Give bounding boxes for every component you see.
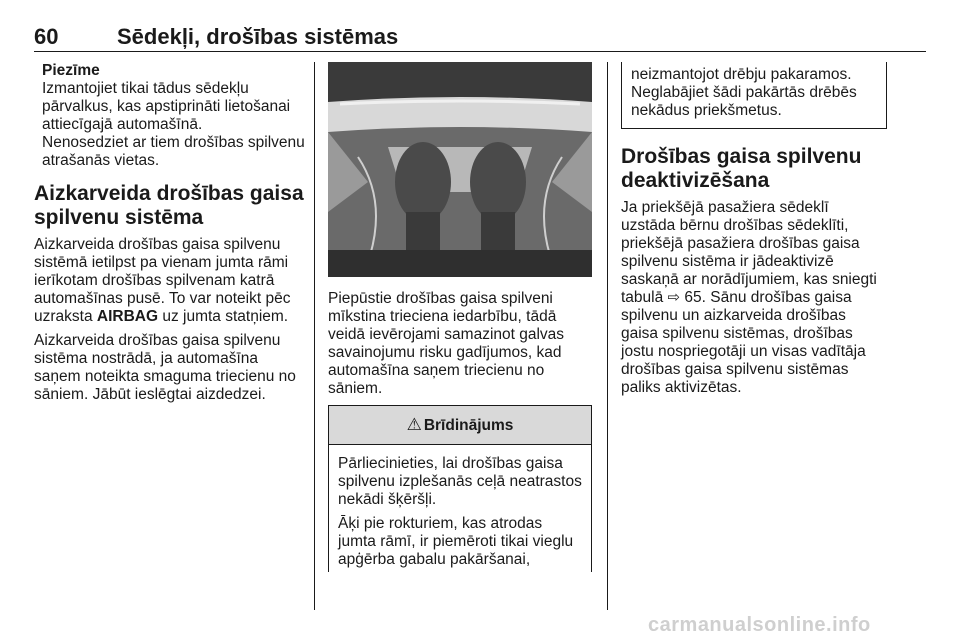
page-header xyxy=(34,0,926,52)
paragraph-deactivation xyxy=(621,199,887,397)
note-block xyxy=(42,62,306,170)
airbag-photo xyxy=(328,62,592,277)
column-divider-1 xyxy=(314,62,315,610)
paragraph-text: 65. Sānu drošības gaisa spilvenu un aizkarveida drošības gaisa spilvenu sistēmas, drošības jostu nospriegotāji un visas vadītāja drošības gaisa spilvenu sistēmas paliks aktivizētas. xyxy=(621,289,866,396)
note-text-1: Izmantojiet tikai tādus sēdekļu pārvalkus, kas apstiprināti lietošanai attiecīgajā automašīnā. xyxy=(42,80,291,133)
note-text-2: Nenosedziet ar tiem drošības spilvenu atrašanās vietas. xyxy=(42,134,305,169)
warning-body xyxy=(329,445,591,569)
photo-caption: Piepūstie drošības gaisa spilveni mīkstina trieciena iedarbību, tādā veidā ievērojami samazinot galvas savainojumu risku gadījumos, kad automašīna saņem triecienu no sāniem. xyxy=(328,290,565,397)
warning-triangle-icon: ⚠ xyxy=(406,415,422,434)
paragraph-text: Ja priekšējā pasažiera sēdeklī uzstāda bērnu drošības sēdeklīti, priekšējā pasažiera drošības gaisa spilvenu sistēma ir jādeaktivizē saskaņā ar norādījumiem, kas sniegti tabulā xyxy=(621,199,877,306)
header-rule xyxy=(34,51,926,52)
warning-header xyxy=(329,406,591,445)
paragraph-text: uz jumta statņiem. xyxy=(158,308,289,325)
warning-continued-text: neizmantojot drēbju pakaramos. Neglabājiet šādi pakārtās drēbēs nekādus priekšmetus. xyxy=(631,66,857,119)
column-3 xyxy=(621,62,887,403)
paragraph-curtain-1 xyxy=(34,236,306,326)
column-1 xyxy=(34,62,306,410)
page-number: 60 xyxy=(34,24,59,49)
airbag-label: AIRBAG xyxy=(96,308,159,325)
column-divider-2 xyxy=(607,62,608,610)
note-title: Piezīme xyxy=(42,62,100,79)
page-reference-arrow-icon: ⇨ xyxy=(667,289,681,306)
warning-paragraph-1: Pārliecinieties, lai drošības gaisa spilvenu izplešanās ceļā neatrastos nekādi šķēršļi. xyxy=(338,455,582,508)
watermark-link[interactable]: carmanualsonline.info xyxy=(648,614,871,636)
warning-box-continued xyxy=(621,62,887,129)
warning-title: Brīdinājums xyxy=(423,417,514,434)
section-heading-deactivation: Drošības gaisa spilvenu deaktivizēšana xyxy=(621,145,862,192)
warning-box xyxy=(328,405,592,572)
car-interior-illustration xyxy=(328,62,592,277)
warning-paragraph-2: Āķi pie rokturiem, kas atrodas jumta rāmī, ir piemēroti tikai vieglu apģērba gabalu pakāršanai, xyxy=(338,515,574,568)
section-heading-curtain-airbag: Aizkarveida drošības gaisa spilvenu sistēma xyxy=(34,182,304,229)
paragraph-text: Aizkarveida drošības gaisa spilvenu sistēmā ietilpst pa vienam jumta rāmi ierīkotam drošības spilvenam katrā automašīnas pusē. To var noteikt pēc uzraksta xyxy=(34,236,291,325)
page-title: Sēdekļi, drošības sistēmas xyxy=(117,24,399,49)
paragraph-curtain-2: Aizkarveida drošības gaisa spilvenu sistēma nostrādā, ja automašīna saņem noteikta smaguma triecienu no sāniem. Jābūt ieslēgtai aizdedzei. xyxy=(34,332,296,403)
